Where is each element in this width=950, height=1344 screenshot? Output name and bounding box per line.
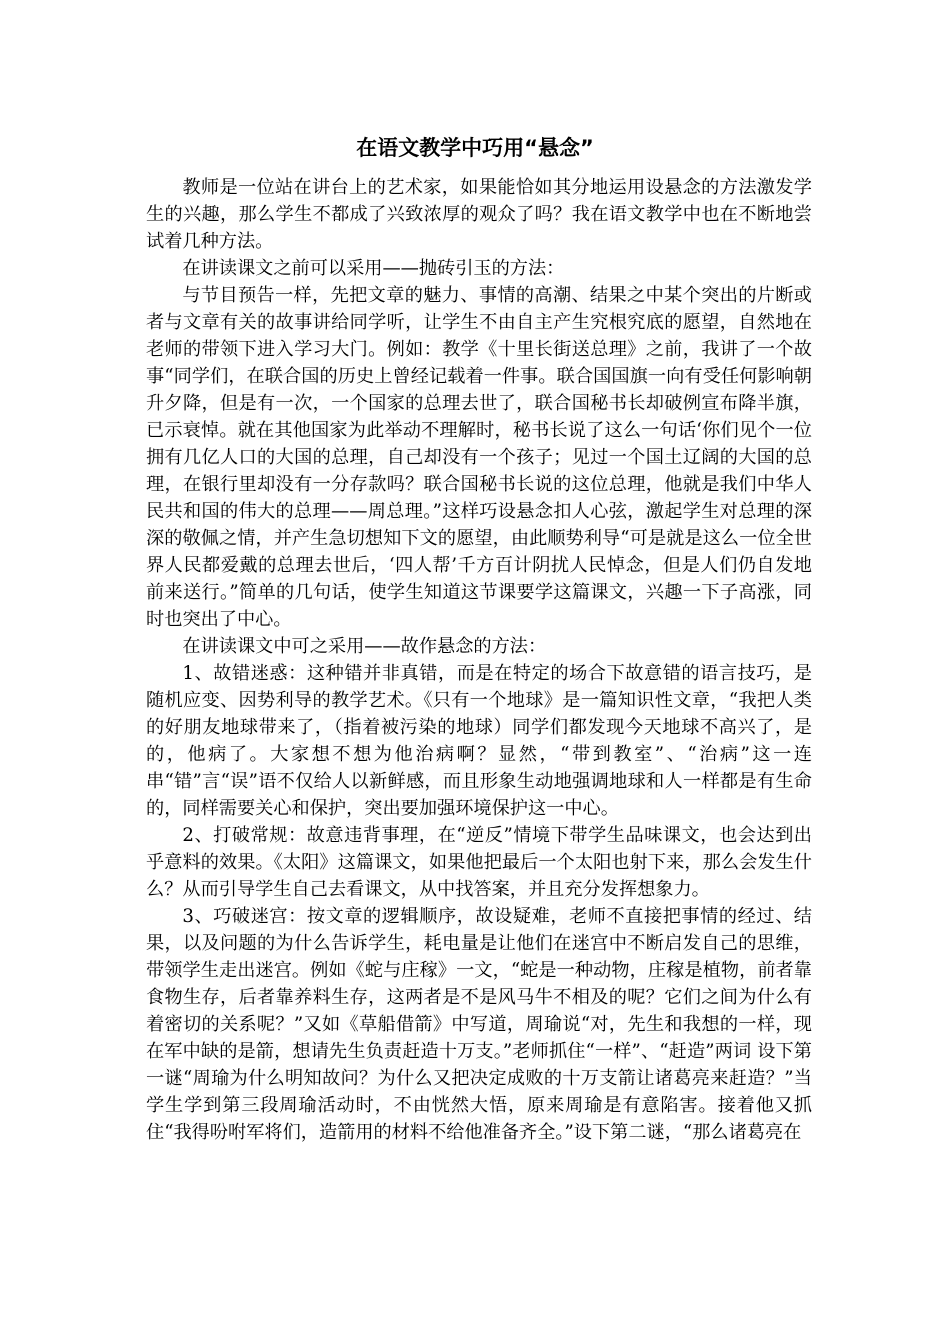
paragraph-method-2: 2、打破常规：故意违背事理，在“逆反”情境下带学生品味课文，也会达到出乎意料的效果。《太阳》这篇课文，如果他把最后一个太阳也射下来，那么会发生什么？从而引导学生自己去看课文，从中找答案，并且充分发挥想象力。 <box>146 825 812 900</box>
paragraph-method-1: 1、故错迷惑：这种错并非真错，而是在特定的场合下故意错的语言技巧，是随机应变、因势利导的教学艺术。《只有一个地球》是一篇知识性文章，“我把人类的好朋友地球带来了，（指着被污染的地球）同学们都发现今天地球不高兴了，是的，他病了。大家想不想为他治病啊？显然，“带到教室”、“治病”这一连串“错”言“误”语不仅给人以新鲜感，而且形象生动地强调地球和人一样都是有生命的，同样需要关心和保护，突出要加强环境保护这一中心。 <box>146 663 812 819</box>
paragraph-heading-during-reading: 在讲读课文中可之采用——故作悬念的方法： <box>182 636 547 657</box>
paragraph-intro: 教师是一位站在讲台上的艺术家，如果能恰如其分地运用设悬念的方法激发学生的兴趣，那么学生不都成了兴致浓厚的观众了吗？我在语文教学中也在不断地尝试着几种方法。 <box>146 177 812 252</box>
paragraph-heading-before-reading: 在讲读课文之前可以采用——抛砖引玉的方法： <box>182 258 565 279</box>
document-title: 在语文教学中巧用“悬念” <box>356 136 594 160</box>
document-body <box>146 174 812 1146</box>
paragraph-method-3: 3、巧破迷宫：按文章的逻辑顺序，故设疑难，老师不直接把事情的经过、结果，以及问题的为什么告诉学生，耗电量是让他们在迷宫中不断启发自己的思维，带领学生走出迷宫。例如《蛇与庄稼》一文，“蛇是一种动物，庄稼是植物，前者靠食物生存，后者靠养料生存，这两者是不是风马牛不相及的呢？它们之间为什么有着密切的关系呢？”又如《草船借箭》中写道，周瑜说“对，先生和我想的一样，现在军中缺的是箭，想请先生负责赶造十万支。”老师抓住“一样”、“赶造”两词 设下第一谜“周瑜为什么明知故问？为什么又把决定成败的十万支箭让诸葛亮来赶造？”当学生学到第三段周瑜活动时，不由恍然大悟，原来周瑜是有意陷害。接着他又抓住“我得吩咐军将们，造箭用的材料不给他准备齐全。”设下第二谜，“那么诸葛亮在 <box>146 906 812 1143</box>
paragraph-preview-method: 与节目预告一样，先把文章的魅力、事情的高潮、结果之中某个突出的片断或者与文章有关的故事讲给同学听，让学生不由自主产生究根究底的愿望，自然地在老师的带领下进入学习大门。例如：教学《十里长街送总理》之前，我讲了一个故事“同学们，在联合国的历史上曾经记载着一件事。联合国国旗一向有受任何影响朝升夕降，但是有一次，一个国家的总理去世了，联合国秘书长却破例宣布降半旗，已示衰悼。就在其他国家为此举动不理解时，秘书长说了这么一句话‘你们见个一位拥有几亿人口的大国的总理，自己却没有一个孩子；见过一个国土辽阔的大国的总理，在银行里却没有一分存款吗？联合国秘书长说的这位总理，他就是我们中华人民共和国的伟大的总理——周总理。”这样巧设悬念扣人心弦，激起学生对总理的深深的敬佩之情，并产生急切想知下文的愿望，由此顺势利导“可是就是这么一位全世界人民都爱戴的总理去世后，‘四人帮’千方百计阴扰人民悼念，但是人们仍自发地前来送行。”简单的几句话，使学生知道这节课要学这篇课文，兴趣一下子高涨，同时也突出了中心。 <box>146 285 812 630</box>
